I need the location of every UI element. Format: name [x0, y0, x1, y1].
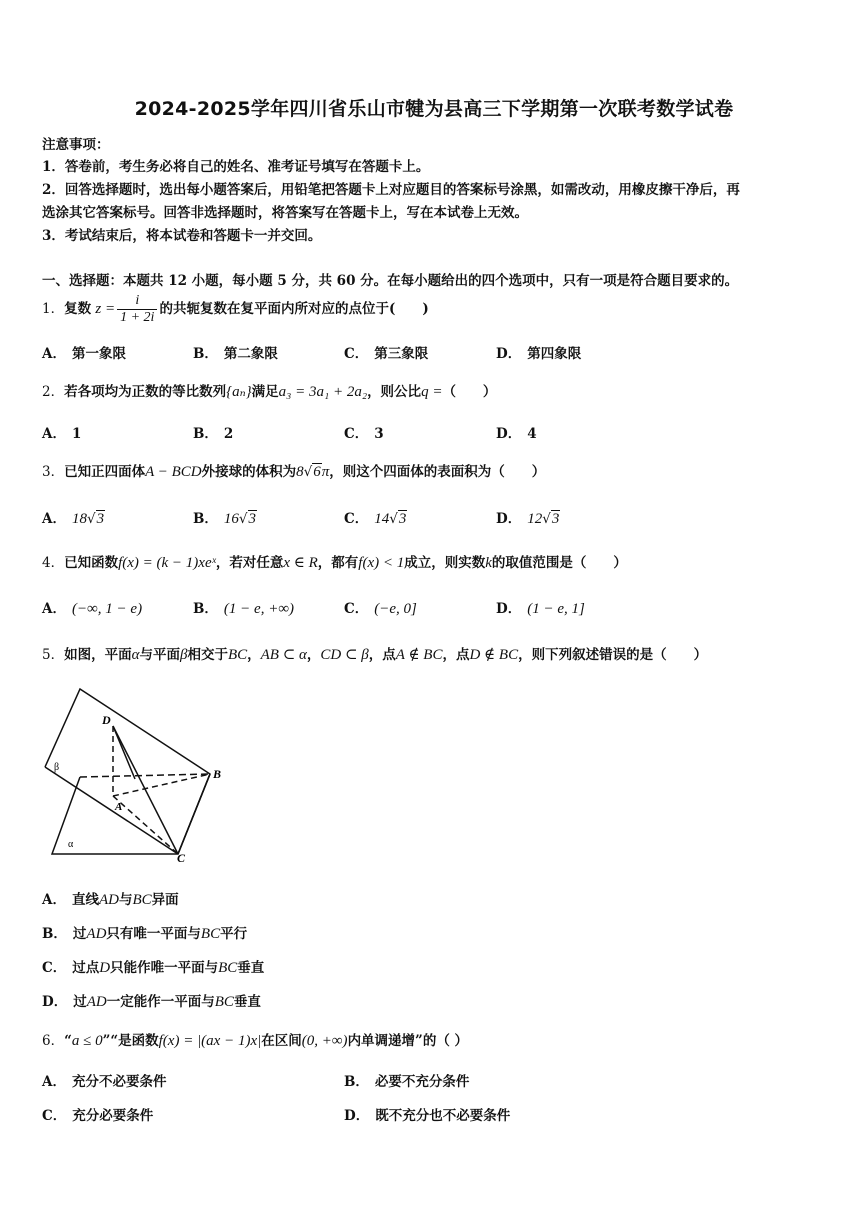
- q2-option-d[interactable]: D． 4: [496, 426, 537, 442]
- planes-figure: [38, 684, 228, 864]
- question-3: 3．已知正四面体A − BCD外接球的体积为8√6π，则这个四面体的表面积为（ ）: [42, 464, 546, 480]
- q1-option-b[interactable]: B． 第二象限: [193, 346, 278, 362]
- q1-option-c[interactable]: C． 第三象限: [344, 346, 429, 362]
- label-a: A: [115, 801, 123, 813]
- q3-option-d[interactable]: D． 12√3: [496, 511, 560, 527]
- segment-d-mid: [113, 726, 135, 779]
- q4-option-a[interactable]: A． (−∞, 1 − e): [42, 601, 143, 617]
- q1-option-a[interactable]: A． 第一象限: [42, 346, 126, 362]
- exam-title: 2024-2025学年四川省乐山市犍为县高三下学期第一次联考数学试卷: [134, 98, 734, 120]
- q6-option-d[interactable]: D． 既不充分也不必要条件: [344, 1108, 511, 1124]
- notice-item-2: 2．回答选择题时，选出每小题答案后，用铅笔把答题卡上对应题目的答案标号涂黑，如需改动，用橡皮擦干净后，再: [42, 182, 740, 198]
- question-2: 2．若各项均为正数的等比数列{aₙ}满足a₃ = 3a₁ + 2a₂，则公比q =（ ）: [42, 384, 497, 400]
- q1-option-d[interactable]: D． 第四象限: [496, 346, 582, 362]
- label-d: D: [102, 713, 111, 727]
- question-6: 6．“a ≤ 0”“是函数f(x) = |(ax − 1)x|在区间(0, +∞)内单调递增”的（ ）: [42, 1033, 469, 1049]
- notice-heading: 注意事项：: [42, 137, 110, 153]
- q2-option-a[interactable]: A． 1: [42, 426, 82, 442]
- segment-ac: [113, 796, 178, 854]
- plane-alpha-outline: [52, 774, 210, 854]
- q3-option-c[interactable]: C． 14√3: [344, 511, 407, 527]
- plane-beta-outline: [45, 689, 210, 854]
- notice-item-2-cont: 选涂其它答案标号。回答非选择题时，将答案写在答题卡上，写在本试卷上无效。: [42, 205, 528, 221]
- plane-alpha-hidden-edge: [80, 774, 210, 777]
- question-number: 1．: [42, 301, 65, 317]
- label-beta: β: [54, 762, 60, 773]
- q4-option-d[interactable]: D． (1 − e, 1]: [496, 601, 585, 617]
- q3-option-a[interactable]: A． 18√3: [42, 511, 105, 527]
- q6-option-a[interactable]: A． 充分不必要条件: [42, 1074, 167, 1090]
- math-z: z =: [95, 301, 116, 317]
- question-5: 5．如图，平面α与平面β相交于BC，AB ⊂ α，CD ⊂ β，点A ∉ BC，点D ∉ BC，则下列叙述错误的是（ ）: [42, 647, 708, 663]
- q5-option-a[interactable]: A． 直线AD与BC异面: [42, 892, 179, 908]
- q5-option-d[interactable]: D． 过AD一定能作一平面与BC垂直: [42, 994, 261, 1010]
- label-alpha: α: [68, 839, 74, 850]
- q6-option-b[interactable]: B． 必要不充分条件: [344, 1074, 470, 1090]
- q2-option-c[interactable]: C． 3: [344, 426, 384, 442]
- q5-option-c[interactable]: C． 过点D只能作唯一平面与BC垂直: [42, 960, 265, 976]
- notice-item-1: 1．答卷前，考生务必将自己的姓名、准考证号填写在答题卡上。: [42, 159, 430, 175]
- segment-dc: [113, 726, 178, 854]
- fraction: $\frac{i}{1 + 2i}$: [117, 293, 157, 326]
- notice-item-3: 3．考试结束后，将本试卷和答题卡一并交回。: [42, 228, 322, 244]
- plane-beta-edge: [45, 767, 178, 854]
- q6-option-c[interactable]: C． 充分必要条件: [42, 1108, 154, 1124]
- q2-option-b[interactable]: B． 2: [193, 426, 234, 442]
- section-heading: 一、选择题：本题共 12 小题，每小题 5 分，共 60 分。在每小题给出的四个选项中，只有一项是符合题目要求的。: [42, 273, 739, 289]
- q5-option-b[interactable]: B． 过AD只有唯一平面与BC平行: [42, 926, 248, 942]
- label-b: B: [213, 767, 222, 781]
- q4-option-b[interactable]: B． (1 − e, +∞): [193, 601, 295, 617]
- label-c: C: [177, 851, 186, 864]
- segment-ab: [113, 774, 210, 796]
- q4-option-c[interactable]: C． (−e, 0]: [344, 601, 417, 617]
- segment-cb: [178, 774, 210, 854]
- question-4: 4．已知函数f(x) = (k − 1)xeˣ，若对任意x ∈ R，都有f(x) < 1成立，则实数k的取值范围是（ ）: [42, 555, 627, 571]
- q3-option-b[interactable]: B． 16√3: [193, 511, 257, 527]
- question-1: 1．复数 z = $\frac{i}{1 + 2i}$ 的共轭复数在复平面内所对应的点位于( ): [42, 293, 429, 325]
